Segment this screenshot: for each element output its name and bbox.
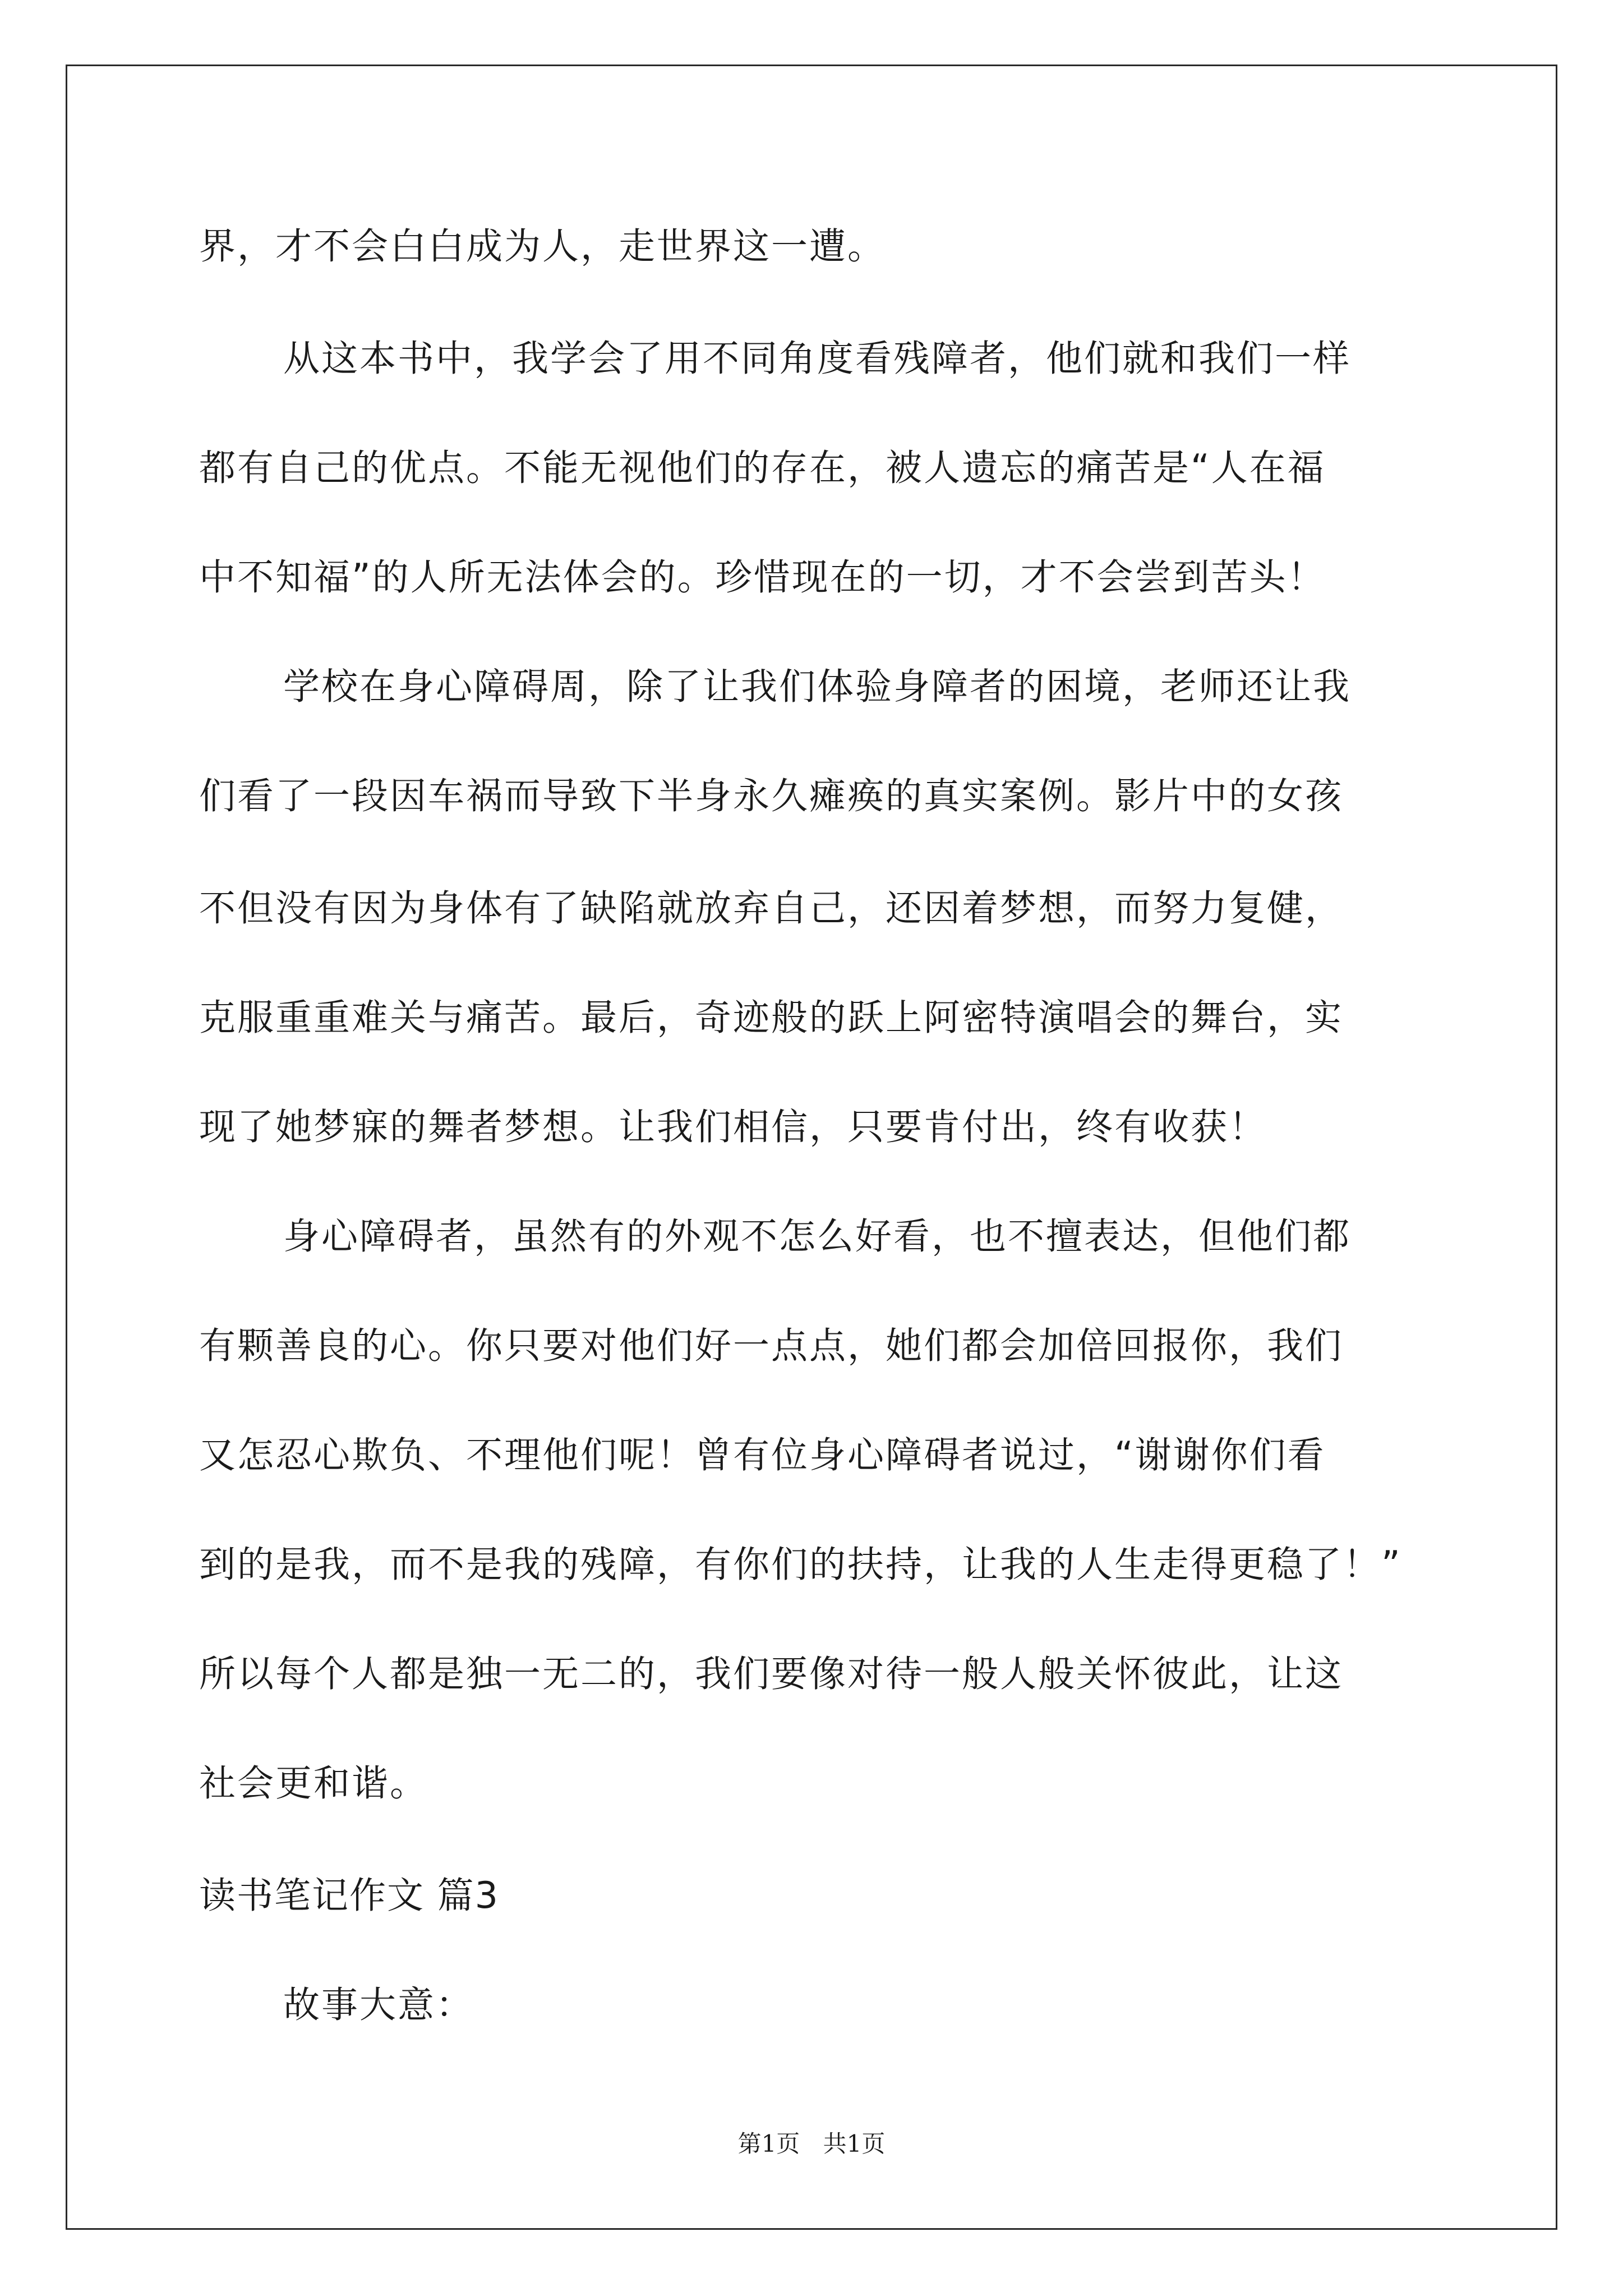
text-line: 社会更和谐。	[199, 1763, 428, 1805]
paragraph-start: 身心障碍者，虽然有的外观不怎么好看，也不擅表达，但他们都	[283, 1216, 1352, 1258]
section-heading: 读书笔记作文 篇3	[199, 1875, 500, 1917]
text-line: 都有自己的优点。不能无视他们的存在，被人遗忘的痛苦是“人在福	[199, 447, 1326, 489]
text-line: 现了她梦寐的舞者梦想。让我们相信，只要肯付出，终有收获！	[199, 1106, 1267, 1148]
text-line: 到的是我，而不是我的残障，有你们的扶持，让我的人生走得更稳了！”	[199, 1544, 1402, 1586]
page-total: 共1页	[823, 2130, 886, 2157]
text-line: 们看了一段因车祸而导致下半身永久瘫痪的真实案例。影片中的女孩	[199, 775, 1344, 817]
page-number: 第1页	[737, 2130, 800, 2157]
paragraph-start: 从这本书中，我学会了用不同角度看残障者，他们就和我们一样	[283, 338, 1352, 380]
text-line: 中不知福”的人所无法体会的。珍惜现在的一切，才不会尝到苦头！	[199, 556, 1326, 599]
text-line: 界，才不会白白成为人，走世界这一遭。	[199, 226, 886, 268]
text-line: 不但没有因为身体有了缺陷就放弃自己，还因着梦想，而努力复健，	[199, 887, 1344, 930]
paragraph-start: 故事大意：	[283, 1984, 474, 2026]
text-line: 又怎忍心欺负、不理他们呢！曾有位身心障碍者说过，“谢谢你们看	[199, 1434, 1326, 1476]
text-line: 有颗善良的心。你只要对他们好一点点，她们都会加倍回报你，我们	[199, 1325, 1344, 1367]
page-footer	[0, 2127, 1623, 2161]
text-line: 所以每个人都是独一无二的，我们要像对待一般人般关怀彼此，让这	[199, 1653, 1344, 1695]
text-line: 克服重重难关与痛苦。最后，奇迹般的跃上阿密特演唱会的舞台，实	[199, 997, 1344, 1039]
paragraph-start: 学校在身心障碍周，除了让我们体验身障者的困境，老师还让我	[283, 666, 1352, 708]
